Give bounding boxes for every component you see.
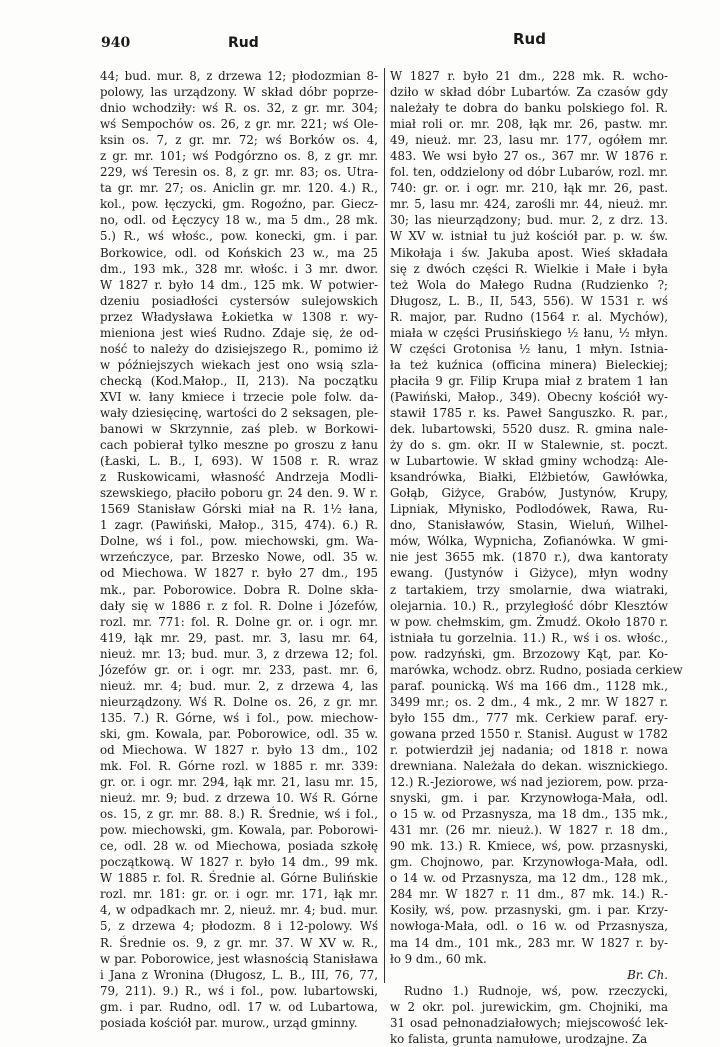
text-line: też Wola do Małego Rudna (Rudzienko ?; (390, 277, 668, 292)
text-line: wrzeńczyce, par. Brzesko Nowe, odl. 35 w. (100, 550, 378, 565)
column-divider (384, 68, 385, 983)
right-text-column (390, 68, 683, 1046)
text-line: nieuż. mr. 4; bud. mur. 2, z drzewa 4, las (100, 678, 378, 693)
text-line: W części Grotonisa ½ łanu, 1 młyn. Istnia- (390, 341, 668, 356)
text-line: przez Władysława Łokietka w 1308 r. wy- (100, 309, 378, 324)
text-line: wś Sempochów os. 26, z gr. mr. 221; wś Ole- (100, 117, 378, 132)
text-line: Długosz, L. B., II, 543, 556). W 1531 r. wś (390, 293, 668, 308)
text-line: 135. 7.) R. Górne, wś i fol., pow. miechow- (100, 710, 378, 725)
text-line: ksandrówka, Białki, Elżbietów, Gawłówka, (390, 470, 668, 485)
text-line: rozl. mr. 771: fol. R. Dolne gr. or. i ogr. mr. (100, 614, 378, 629)
text-line: 1569 Stanisław Górski miał na R. 1½ łana, (100, 502, 378, 517)
text-line: wały dziesięcinę, wartości do 2 seksagen, ple- (100, 405, 378, 420)
text-line: ży do s. gm. okr. II w Stalewnie, st. poczt. (390, 438, 668, 453)
text-line: W 1827 r. było 21 dm., 228 mk. R. wcho- (390, 69, 668, 83)
text-line: 284 mr. W 1827 r. 11 dm., 87 mk. 14.) R.- (390, 887, 668, 902)
text-line: nieuż. mr. 13; bud. mur. 3, z drzewa 12; fol. (100, 646, 378, 661)
text-line: ko falista, grunta namułowe, urodzajne. Za (390, 1031, 648, 1046)
text-line: drewniana. Należała do dekan. wisznickiego. (390, 759, 668, 774)
text-line: od Miechowa. W 1827 r. było 27 dm., 195 (100, 566, 378, 581)
text-line: W 1827 r. było 14 dm., 125 mk. W potwier- (100, 277, 378, 292)
text-line: dm., 193 mk., 328 mr. włośc. i 3 mr. dwor. (100, 261, 378, 276)
text-line: os. 15, z gr. mr. 88. 8.) R. Średnie, wś i fol., (100, 807, 378, 822)
text-line: w pow. chełmskim, gm. Żmudź. Około 1870 r. (390, 614, 668, 629)
text-line: płaciła 9 gr. Filip Krupa miał z bratem 1 łan (390, 373, 668, 388)
text-line: z tartakiem, trzy smolarnie, dwa wiatraki, (390, 582, 668, 597)
text-line: 12.) R.-Jeziorowe, wś nad jeziorem, pow. prza- (390, 775, 668, 790)
text-line: ta gr. mr. 27; os. Aniclin gr. mr. 120. 4.) R., (100, 181, 378, 196)
text-line: 79, 211). 9.) R., wś i fol., pow. lubartowski, (100, 983, 378, 998)
text-line: w 2 okr. pol. jurewickim, gm. Chojniki, ma (390, 999, 668, 1014)
text-line: 49, nieuż. mr. 23, lasu mr. 177, ogółem mr. (390, 133, 668, 148)
text-line: no, odl. od Łęczycy 18 w., ma 5 dm., 28 mk. (100, 213, 378, 228)
text-line: 419, łąk mr. 29, past. mr. 3, lasu mr. 64, (100, 630, 378, 645)
text-line: dały się w 1886 r. z fol. R. Dolne i Józefów, (100, 598, 378, 613)
text-line: pow. miechowski, gm. Kowala, par. Poborowi- (100, 823, 378, 838)
text-line: r. potwierdził jej nadania; od 1818 r. nowa (390, 742, 668, 757)
text-line: gm. Chojnowo, par. Krzynowłoga-Mała, odl. (390, 855, 668, 870)
text-line: Br. Ch. (627, 967, 668, 982)
text-line: Rudno 1.) Rudnoje, wś, pow. rzeczycki, (404, 983, 668, 998)
text-line: dzeniu posiadłości cystersów sulejowskich (100, 293, 378, 308)
text-line: kol., pow. łęczycki, gm. Rogoźno, par. Giecz- (100, 197, 378, 212)
page-number: 940 (101, 35, 131, 51)
text-line: miał roli or. mr. 208, łąk mr. 26, pastw. mr. (390, 117, 668, 132)
page-header (0, 30, 720, 60)
text-line: ewang. (Justynów i Giżyce), młyn wodny (390, 566, 668, 581)
text-line: 4, w odpadkach mr. 2, nieuż. mr. 4; bud. mur. (100, 903, 378, 918)
text-line: dno, Stanisławów, Stasin, Wieluń, Wilhel- (390, 518, 668, 533)
text-line: należały te dobra do banku polskiego fol. R. (390, 101, 668, 116)
text-line: 90 mk. 13.) R. Kmiece, wś, pow. przasnyski, (390, 839, 668, 854)
text-line: ność to należy do dzisiejszego R., pomimo iż (100, 341, 378, 356)
text-line: ma 14 dm., 101 mk., 283 mr. W 1827 r. by- (390, 935, 668, 950)
text-line: nieurządzony. Wś R. Dolne os. 26, z gr. mr. (100, 694, 378, 709)
text-line: w Lubartowie. W skład gminy wchodzą: Ale- (390, 454, 668, 469)
text-line: nie jest 3655 mk. (1870 r.), dwa kantoraty (390, 550, 668, 565)
running-head-left: Rud (228, 35, 259, 51)
text-line: z Ruskowicami, własność Andrzeja Modli- (100, 470, 378, 485)
text-line: mr. 5, lasu mr. 424, zarośli mr. 44, nieuż. mr. (390, 197, 668, 212)
text-line: szewskiego, płaciło poboru gr. 24 den. 9. W r. (100, 486, 378, 501)
text-line: o 14 w. od Przasnysza, ma 12 dm., 128 mk., (390, 871, 668, 886)
text-line: mieniona jest wieś Rudno. Zdaje się, że od- (100, 325, 378, 340)
text-line: stawił 1785 r. ks. Paweł Sanguszko. R. par., (390, 405, 668, 420)
text-line: 44; bud. mur. 8, z drzewa 12; płodozmian 8- (100, 69, 378, 83)
text-line: się z dwóch części R. Wielkie i Małe i była (390, 261, 668, 276)
text-line: Mikołaja i św. Jakuba apost. Wieś składała (390, 245, 668, 260)
text-line: o 15 w. od Przasnysza, ma 18 dm., 135 mk., (390, 807, 668, 822)
text-line: XVI w. łany kmiece i trzecie pole folw. da- (100, 389, 378, 404)
text-line: mk., par. Poborowice. Dobra R. Dolne skła- (100, 582, 378, 597)
text-line: w par. Poborowice, jest własnością Stanisława (100, 951, 378, 966)
text-line: w późniejszych wiekach jest ono wsią szla- (100, 357, 378, 372)
text-line: rozl. mr. 181: gr. or. i ogr. mr. 171, łąk mr. (100, 887, 378, 902)
text-line: fol. ten, oddzielony od dóbr Lubarów, rozl. mr. (390, 165, 668, 180)
text-line: 5, z drzewa 4; płodozm. 8 i 12-polowy. Wś (100, 919, 378, 934)
text-line: i Jana z Wronina (Długosz, L. B., III, 76, 77, (100, 967, 378, 982)
text-line: gowana przed 1550 r. Stanisł. August w 1782 (390, 726, 668, 741)
text-line: 229, wś Teresin os. 8, z gr. mr. 83; os. Utra- (100, 165, 378, 180)
text-line: snyski, gm. i par. Krzynowłoga-Mała, odl. (390, 791, 668, 806)
text-line: początkową. W 1827 r. było 14 dm., 99 mk. (100, 855, 378, 870)
text-line: 30; las nieurządzony; bud. mur. 2, z drz. 13. (390, 213, 668, 228)
text-line: ło 9 dm., 60 mk. (390, 951, 487, 966)
text-line: 3499 mr.; os. 2 dm., 4 mk., 2 mr. W 1827 r. (390, 694, 668, 709)
text-line: istniała tu gorzelnia. 11.) R., wś i os. włośc., (390, 630, 668, 645)
text-line: R. Średnie os. 9, z gr. mr. 37. W XV w. R., (100, 935, 378, 950)
text-line: 740: gr. or. i ogr. mr. 210, łąk mr. 26, past. (390, 181, 668, 196)
text-line: paraf. pounicką. Wś ma 166 dm., 1128 mk., (390, 678, 668, 693)
text-line: mów, Wólka, Wypnicha, Zofianówka. W gmi- (390, 534, 668, 549)
text-line: od Miechowa. W 1827 r. było 13 dm., 102 (100, 742, 378, 757)
text-line: Lipniak, Młynisko, Podlodówek, Rawa, Ru- (390, 502, 668, 517)
text-line: Borkowice, odl. od Końskich 23 w., ma 25 (100, 245, 378, 260)
text-line: Józefów gr. or. i ogr. mr. 233, past. mr. 6, (100, 662, 378, 677)
running-head-right: Rud (513, 30, 546, 48)
text-line: nowłoga-Mała, odl. o 16 w. od Przasnysza, (390, 919, 668, 934)
text-line: marówka, wchodz. obrz. Rudno, posiada cerkiew (390, 662, 683, 677)
text-line: posiada kościół par. murow., urząd gminny. (100, 1015, 358, 1030)
text-line: mk. Fol. R. Górne rozl. w 1885 r. mr. 339: (100, 759, 378, 774)
text-line: (Łaski, L. B., I, 693). W 1508 r. R. wraz (100, 454, 378, 469)
text-line: miała w części Prusińskiego ½ łanu, ½ młyn. (390, 325, 668, 340)
text-line: pow. radzyński, gm. Brzozowy Kąt, par. Ko- (390, 646, 668, 661)
text-line: 5.) R., wś włośc., pow. konecki, gm. i par. (100, 229, 378, 244)
text-line: ski, gm. Kowala, par. Poborowice, odl. 35 w. (100, 726, 378, 741)
text-line: dek. lubartowski, 5520 dusz. R. gmina nale- (390, 422, 668, 437)
text-line: nieuż. mr. 9; bud. z drzewa 10. Wś R. Górne (100, 791, 378, 806)
text-line: 31 osad pełnonadziałowych; miejscowość lek- (390, 1015, 668, 1030)
text-line: ksin os. 7, z gr. mr. 72; wś Borków os. 4, (100, 133, 378, 148)
text-line: gm. i par. Rudno, odl. 17 w. od Lubartowa, (100, 999, 378, 1014)
text-line: Gołąb, Giżyce, Grabów, Justynów, Krupy, (390, 486, 668, 501)
text-line: Kosiły, wś, pow. przasnyski, gm. i par. Krzy- (390, 903, 668, 918)
left-text-column (100, 68, 378, 1030)
text-line: cach pobierał tylko meszne po groszu z łanu (100, 438, 378, 453)
text-line: polowy, las urządzony. W skład dóbr poprze- (100, 85, 378, 100)
text-line: banowi w Skrzynnie, zaś pleb. w Borkowi- (100, 422, 378, 437)
text-line: 431 mr. (26 mr. nieuż.). W 1827 r. 18 dm., (390, 823, 668, 838)
text-line: Dolne, wś i fol., pow. miechowski, gm. Wa- (100, 534, 378, 549)
text-line: ce, odl. 28 w. od Miechowa, posiada szkołę (100, 839, 378, 854)
text-line: W XV w. istniał tu już kościół par. p. w. św. (390, 229, 668, 244)
text-line: dnio wchodziły: wś R. os. 32, z gr. mr. 304; (100, 101, 378, 116)
text-line: z gr. mr. 101; wś Podgórzno os. 8, z gr. mr. (100, 149, 378, 164)
text-line: 1 zagr. (Pawiński, Małop., 315, 474). 6.) R. (100, 518, 378, 533)
text-line: W 1885 r. fol. R. Średnie al. Górne Bulińskie (100, 871, 378, 886)
text-line: dziło w skład dóbr Lubartów. Za czasów gdy (390, 85, 668, 100)
text-line: było 155 dm., 777 mk. Cerkiew paraf. ery- (390, 710, 668, 725)
text-line: 483. We wsi było 27 os., 367 mr. W 1876 r. (390, 149, 668, 164)
text-line: checką (Kod.Małop., II, 213). Na początku (100, 373, 378, 388)
text-line: gr. or. i ogr. mr. 294, łąk mr. 21, lasu mr. 15, (100, 775, 378, 790)
text-line: (Pawiński, Małop., 349). Obecny kościół wy- (390, 389, 668, 404)
text-line: ła też kuźnica (officina minera) Bieleckiej; (390, 357, 668, 372)
text-line: R. major, par. Rudno (1564 r. al. Mychów), (390, 309, 668, 324)
text-line: olejarnia. 10.) R., przyległość dóbr Klesztów (390, 598, 668, 613)
